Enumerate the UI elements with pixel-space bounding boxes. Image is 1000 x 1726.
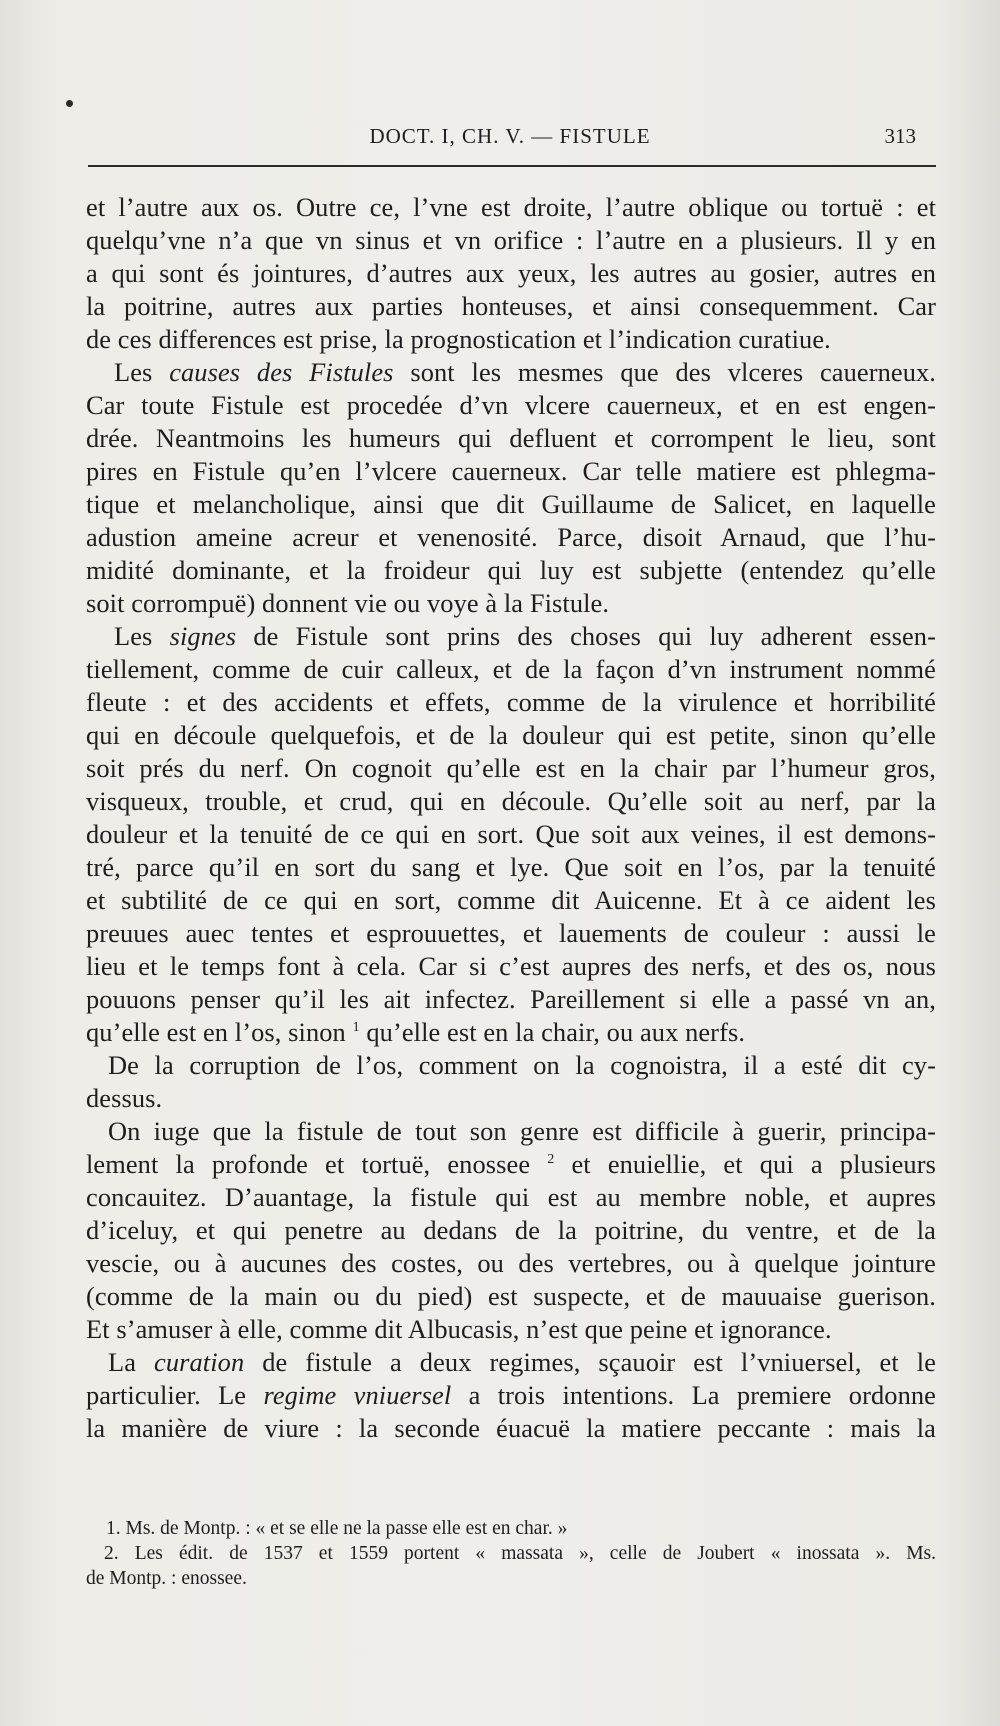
body-text — [86, 191, 936, 1445]
page-header — [90, 120, 930, 156]
text-line: la manière de viure : la seconde éuacuë la matiere peccante : mais la — [86, 1413, 936, 1443]
text-line — [86, 1346, 936, 1379]
text-line: midité dominante, et la froideur qui luy est subjette (entendez qu’elle — [86, 555, 936, 585]
italic-phrase: curation — [154, 1347, 245, 1377]
text-line: pouuons penser qu’il les ait infectez. Pareillement si elle a passé vn an, — [86, 984, 936, 1014]
text-line: vescie, ou à aucunes des costes, ou des vertebres, ou à quelque jointure — [86, 1248, 936, 1278]
text-line — [86, 1016, 936, 1049]
text-line: tique et melancholique, ainsi que dit Guillaume de Salicet, en laquelle — [86, 489, 936, 519]
footnote-1: 1. Ms. de Montp. : « et se elle ne la passe elle est en char. » — [106, 1518, 568, 1539]
text-span: La — [108, 1347, 155, 1377]
text-line: (comme de la main ou du pied) est suspecte, et de mauuaise guerison. — [86, 1281, 936, 1311]
text-span: sont les mesmes que des vlceres cauerneux. — [393, 357, 936, 387]
running-head: DOCT. I, CH. V. — FISTULE — [369, 124, 651, 148]
footnote-2: 2. Les édit. de 1537 et 1559 portent « massata », celle de Joubert « inossata ». Ms. — [104, 1543, 936, 1564]
text-line: visqueux, trouble, et crud, qui en découle. Qu’elle soit au nerf, par la — [86, 786, 936, 816]
text-line: adustion ameine acreur et venenosité. Parce, disoit Arnaud, que l’hu- — [86, 522, 936, 552]
text-line: On iuge que la fistule de tout son genre est difficile à guerir, principa- — [108, 1116, 936, 1146]
text-line: qui en découle quelquefois, et de la douleur qui est petite, sinon qu’elle — [86, 720, 936, 750]
text-line: dessus. — [86, 1083, 163, 1113]
footnote-2-continued: de Montp. : enossee. — [86, 1568, 247, 1589]
text-line: fleute : et des accidents et effets, comme de la virulence et horribilité — [86, 687, 936, 717]
text-span: particulier. Le — [86, 1380, 264, 1410]
text-line: preuues auec tentes et esprouuettes, et lauements de couleur : aussi le — [86, 918, 936, 948]
text-span: a trois intentions. La premiere ordonne — [451, 1380, 936, 1410]
text-span: qu’elle est en la chair, ou aux nerfs. — [359, 1017, 746, 1047]
text-line: d’iceluy, et qui penetre au dedans de la poitrine, du ventre, et de la — [86, 1215, 936, 1245]
text-span: lement la profonde et tortuë, enossee — [86, 1149, 548, 1179]
footnotes — [86, 1516, 936, 1591]
text-line: soit corrompuë) donnent vie ou voye à la Fistule. — [86, 588, 610, 618]
text-line: soit prés du nerf. On cognoit qu’elle est en la chair par l’humeur gros, — [86, 753, 936, 783]
text-line: concauitez. D’auantage, la fistule qui est au membre noble, et aupres — [86, 1182, 936, 1212]
text-span: de fistule a deux regimes, sçauoir est l’vniuersel, et le — [244, 1347, 937, 1377]
text-line: de ces differences est prise, la prognostication et l’indication curatiue. — [86, 324, 831, 354]
footnote-mark: 2 — [547, 1152, 555, 1167]
text-line: et subtilité de ce qui en sort, comme dit Auicenne. Et à ce aident les — [86, 885, 936, 915]
text-line: tré, parce qu’il en sort du sang et lye. Que soit en l’os, par la tenuité — [86, 852, 936, 882]
text-line: Car toute Fistule est procedée d’vn vlcere cauerneux, et en est engen- — [86, 390, 936, 420]
text-line: quelqu’vne n’a que vn sinus et vn orifice : l’autre en a plusieurs. Il y en — [86, 225, 936, 255]
text-line: De la corruption de l’os, comment on la cognoistra, il a esté dit cy- — [108, 1050, 936, 1080]
text-line — [86, 356, 936, 389]
text-line: pires en Fistule qu’en l’vlcere cauerneux. Car telle matiere est phlegma- — [86, 456, 936, 486]
footnote-mark: 1 — [352, 1020, 360, 1035]
text-line: et l’autre aux os. Outre ce, l’vne est droite, l’autre oblique ou tortuë : et — [86, 192, 936, 222]
text-line: tiellement, comme de cuir calleux, et de la façon d’vn instrument nommé — [86, 654, 936, 684]
text-line: a qui sont és jointures, d’autres aux yeux, les autres au gosier, autres en — [86, 258, 936, 288]
text-line: drée. Neantmoins les humeurs qui defluent et corrompent le lieu, sont — [86, 423, 936, 453]
text-span: Les — [114, 621, 170, 651]
text-line: Et s’amuser à elle, comme dit Albucasis, n’est que peine et ignorance. — [86, 1314, 832, 1344]
text-line — [86, 1379, 936, 1412]
bullet-mark — [66, 100, 73, 107]
italic-phrase: signes — [169, 621, 237, 651]
text-span: de Fistule sont prins des choses qui luy adherent essen- — [236, 621, 936, 651]
text-span: Les — [114, 357, 170, 387]
text-span: qu’elle est en l’os, sinon — [86, 1017, 353, 1047]
text-line — [86, 1148, 936, 1181]
text-line — [86, 620, 936, 653]
text-span: et enuiellie, et qui a plusieurs — [554, 1149, 936, 1179]
italic-phrase: causes des Fistules — [169, 357, 394, 387]
text-line: lieu et le temps font à cela. Car si c’est aupres des nerfs, et des os, nous — [86, 951, 936, 981]
italic-phrase: regime vniuersel — [263, 1380, 452, 1410]
text-line: la poitrine, autres aux parties honteuses, et ainsi consequemment. Car — [86, 291, 936, 321]
page-number: 313 — [884, 124, 916, 148]
text-line: douleur et la tenuité de ce qui en sort. Que soit aux veines, il est demons- — [86, 819, 936, 849]
header-rule — [88, 165, 936, 167]
